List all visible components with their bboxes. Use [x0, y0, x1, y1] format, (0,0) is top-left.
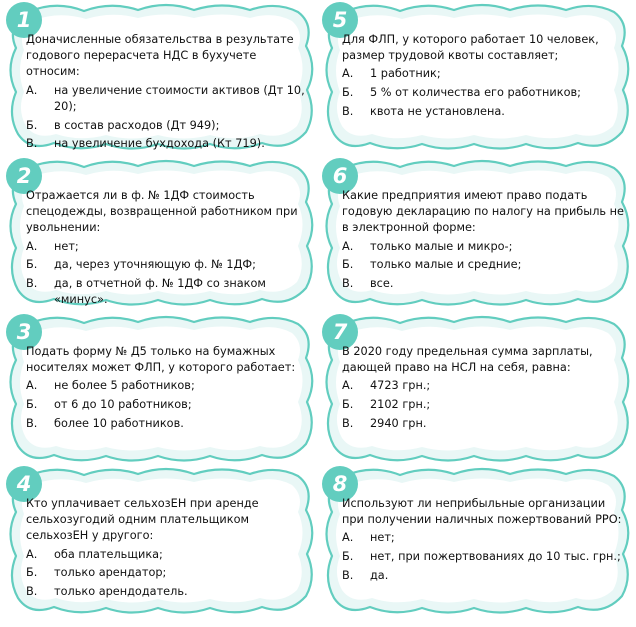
answer-option	[26, 565, 308, 581]
answer-option	[342, 276, 624, 292]
answer-option	[26, 83, 308, 115]
option-letter: А.	[26, 379, 38, 393]
option-letter: Б.	[342, 258, 354, 272]
option-text: нет;	[370, 531, 395, 545]
option-text: не более 5 работников;	[54, 379, 195, 393]
question-text: Используют ли неприбыльные организации при получении наличных пожертвований РРО:	[342, 497, 622, 527]
question-number-badge: 8	[322, 466, 358, 502]
option-text: оба плательщика;	[54, 547, 163, 561]
answer-option	[342, 257, 624, 273]
question-text: В 2020 году предельная сумма зарплаты, дающей право на НСЛ на себя, равна:	[342, 345, 593, 375]
answer-option	[342, 378, 624, 394]
answer-options	[26, 378, 308, 432]
option-letter: В.	[342, 568, 354, 582]
answer-options	[342, 530, 624, 584]
option-text: только малые и средние;	[370, 258, 522, 272]
question-content	[26, 496, 308, 603]
option-text: нет;	[54, 239, 79, 253]
option-letter: А.	[342, 67, 354, 81]
question-text: Отражается ли в ф. № 1ДФ стоимость спецодежды, возвращенной работником при увольнении:	[26, 189, 298, 235]
question-text: Для ФЛП, у которого работает 10 человек, размер трудовой квоты составляет;	[342, 33, 599, 63]
question-content	[342, 32, 624, 123]
option-text: да, через уточняющую ф. № 1ДФ;	[54, 258, 256, 272]
option-letter: Б.	[26, 118, 38, 132]
option-text: более 10 работников.	[54, 416, 184, 430]
option-text: от 6 до 10 работников;	[54, 398, 192, 412]
option-letter: Б.	[342, 398, 354, 412]
answer-option	[342, 568, 624, 584]
answer-option	[26, 239, 308, 255]
option-letter: А.	[342, 239, 354, 253]
option-letter: В.	[342, 277, 354, 291]
answer-option	[342, 549, 624, 565]
answer-options	[26, 239, 308, 309]
option-text: 4723 грн.;	[370, 379, 431, 393]
option-letter: В.	[26, 277, 38, 291]
question-number-badge: 6	[322, 158, 358, 194]
question-number-badge: 4	[6, 466, 42, 502]
answer-options	[342, 378, 624, 432]
answer-option	[26, 257, 308, 273]
option-text: только арендатор;	[54, 566, 167, 580]
question-text: Кто уплачивает сельхозЕН при аренде сельхозугодий одним плательщиком сельхозЕН у другого:	[26, 497, 259, 543]
question-content	[342, 344, 624, 435]
option-text: все.	[370, 277, 394, 291]
answer-option	[342, 104, 624, 120]
answer-option	[342, 397, 624, 413]
option-letter: В.	[342, 104, 354, 118]
option-letter: Б.	[342, 550, 354, 564]
option-text: 1 работник;	[370, 67, 441, 81]
question-number-badge: 7	[322, 314, 358, 350]
option-letter: В.	[26, 137, 38, 151]
quiz-card-4	[6, 466, 316, 616]
question-content	[26, 32, 308, 155]
option-text: да.	[370, 568, 389, 582]
answer-option	[26, 276, 308, 308]
option-letter: Б.	[26, 398, 38, 412]
option-letter: В.	[26, 416, 38, 430]
option-letter: А.	[26, 547, 38, 561]
question-text: Доначисленные обязательства в результате годового перерасчета НДС в бухучете относим:	[26, 33, 294, 79]
option-text: да, в отчетной ф. № 1ДФ со знаком «минус».	[54, 277, 266, 307]
answer-option	[342, 416, 624, 432]
option-text: 5 % от количества его работников;	[370, 86, 581, 100]
option-text: только арендодатель.	[54, 585, 188, 599]
question-number-badge: 3	[6, 314, 42, 350]
answer-option	[342, 85, 624, 101]
option-text: квота не установлена.	[370, 104, 505, 118]
option-text: 2102 грн.;	[370, 398, 431, 412]
question-content	[26, 344, 308, 435]
quiz-card-6	[322, 158, 632, 308]
option-letter: В.	[26, 585, 38, 599]
option-letter: В.	[342, 416, 354, 430]
answer-options	[342, 239, 624, 293]
answer-option	[26, 584, 308, 600]
quiz-card-1	[6, 2, 316, 152]
answer-option	[26, 416, 308, 432]
quiz-card-5	[322, 2, 632, 152]
option-text: 2940 грн.	[370, 416, 427, 430]
option-text: нет, при пожертвованиях до 10 тыс. грн.;	[370, 550, 621, 564]
answer-options	[342, 66, 624, 120]
answer-option	[26, 118, 308, 134]
quiz-card-2	[6, 158, 316, 308]
option-letter: А.	[342, 531, 354, 545]
option-letter: А.	[342, 379, 354, 393]
question-content	[342, 496, 624, 587]
option-text: на увеличение бухдохода (Кт 719).	[54, 137, 265, 151]
option-text: в состав расходов (Дт 949);	[54, 118, 220, 132]
answer-option	[26, 397, 308, 413]
question-content	[26, 188, 308, 311]
answer-option	[342, 530, 624, 546]
answer-option	[26, 547, 308, 563]
question-content	[342, 188, 624, 295]
quiz-card-7	[322, 314, 632, 464]
answer-options	[26, 547, 308, 601]
option-text: только малые и микро-;	[370, 239, 513, 253]
option-letter: Б.	[26, 566, 38, 580]
question-number-badge: 2	[6, 158, 42, 194]
question-number-badge: 5	[322, 2, 358, 38]
option-letter: А.	[26, 239, 38, 253]
answer-option	[342, 239, 624, 255]
option-text: на увеличение стоимости активов (Дт 10, 20);	[54, 83, 305, 113]
answer-option	[26, 378, 308, 394]
quiz-card-3	[6, 314, 316, 464]
question-text: Какие предприятия имеют право подать годовую декларацию по налогу на прибыль не в электронной форме:	[342, 189, 624, 235]
answer-option	[26, 136, 308, 152]
quiz-card-8	[322, 466, 632, 616]
option-letter: Б.	[26, 258, 38, 272]
answer-options	[26, 83, 308, 153]
answer-option	[342, 66, 624, 82]
question-number-badge: 1	[6, 2, 42, 38]
option-letter: А.	[26, 83, 38, 97]
question-text: Подать форму № Д5 только на бумажных носителях может ФЛП, у которого работает:	[26, 345, 296, 375]
option-letter: Б.	[342, 86, 354, 100]
